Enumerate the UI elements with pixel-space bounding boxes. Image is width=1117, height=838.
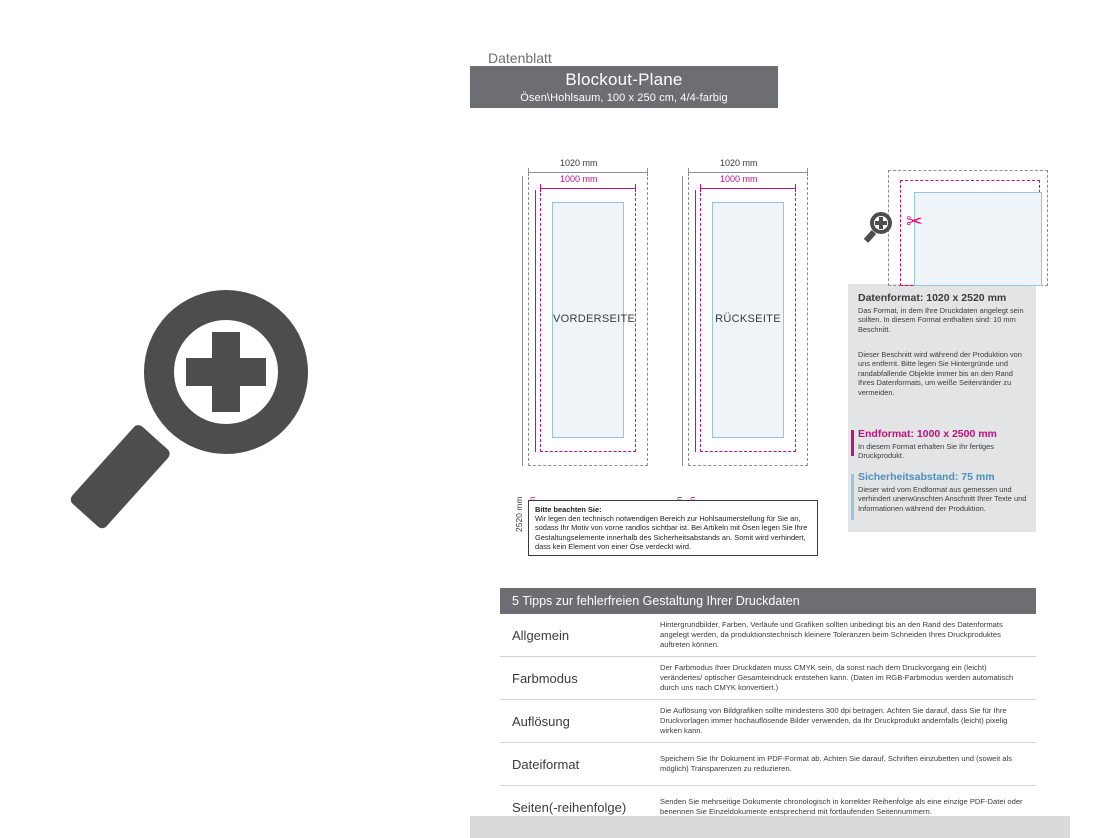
table-row xyxy=(500,786,1036,828)
tip-label-seitenreihenfolge: Seiten(-reihenfolge) xyxy=(512,799,627,815)
front-bleed-width-label: 1020 mm xyxy=(560,158,598,168)
tab-datenblatt: Datenblatt xyxy=(474,47,592,70)
info-body-beschnitt: Dieser Beschnitt wird während der Produktion von uns entfernt. Bitte legen Sie Hintergründe und randabfallende Objekte immer bis an den Rand Ihres Datenformats, um weiße Seitenränder zu vermeiden. xyxy=(858,350,1022,397)
info-block-endformat xyxy=(858,428,1028,461)
page-subtitle: Ösen\Hohlsaum, 100 x 250 cm, 4/4-farbig xyxy=(520,92,728,104)
front-trim-width-label: 1000 mm xyxy=(560,174,598,184)
note-text: Wir legen den technisch notwendigen Bereich zur Hohlsaumerstellung für Sie an, sodass Ihr Motiv von vorne randlos sichtbar ist. Bei Artikeln mit Ösen legen Sie Ihre Gestaltungselemente innerhalb des Sicherheitsabstands an. Somit wird verhindert, dass kein Element von einer Öse verdeckt wird. xyxy=(535,514,808,551)
preview-safe-box xyxy=(914,192,1042,286)
sheet-right-margin xyxy=(1070,0,1117,838)
info-heading-endformat: Endformat: 1000 x 2500 mm xyxy=(858,428,997,440)
info-body-datenformat: Das Format, in dem Ihre Druckdaten angelegt sein sollten. In diesem Format enthalten sind: 10 mm Beschnitt. xyxy=(858,306,1024,334)
info-preview-thumbnail xyxy=(848,156,1036,284)
tip-text-allgemein: Hintergrundbilder, Farben, Verläufe und Grafiken sollten unbedingt bis an den Rand des Datenformats angelegt werden, da produktionstechnisch kleinere Toleranzen beim Schneiden Ihres Druckproduktes auftreten können. xyxy=(660,620,1003,649)
table-row xyxy=(500,614,1036,657)
scissors-icon: ✂ xyxy=(906,211,923,233)
endformat-color-bar xyxy=(851,430,854,456)
info-block-datenformat xyxy=(858,292,1028,334)
table-row xyxy=(500,657,1036,700)
back-bleed-width-label: 1020 mm xyxy=(720,158,758,168)
info-heading-sicherheitsabstand: Sicherheitsabstand: 75 mm xyxy=(858,471,995,483)
page-title: Blockout-Plane xyxy=(565,70,683,89)
front-bleed-height-label: 2520 mm xyxy=(514,496,524,532)
title-block xyxy=(470,66,778,108)
front-page-label: VORDERSEITE xyxy=(553,313,636,325)
magnifier-plus-icon-small xyxy=(868,212,896,242)
front-bleed-vert-line xyxy=(522,176,523,466)
tip-label-allgemein: Allgemein xyxy=(512,627,570,643)
preview-pane xyxy=(0,0,470,838)
info-body-endformat: In diesem Format erhalten Sie Ihr fertiges Druckprodukt. xyxy=(858,442,994,461)
info-block-sicherheitsabstand xyxy=(858,471,1028,513)
tips-section xyxy=(500,588,1036,828)
front-safe-box xyxy=(552,202,636,438)
back-page-label: RÜCKSEITE xyxy=(715,313,781,325)
tip-text-dateiformat: Speichern Sie Ihr Dokument im PDF-Format ab. Achten Sie darauf, Schriften einzubetten und (soweit als möglich) Transparenzen zu reduzieren. xyxy=(660,754,1013,773)
tip-label-farbmodus: Farbmodus xyxy=(512,670,578,686)
info-block-beschnitt xyxy=(858,350,1028,397)
note-title: Bitte beachten Sie: xyxy=(535,505,602,514)
magnifier-handle xyxy=(68,423,172,531)
tip-text-farbmodus: Der Farbmodus Ihrer Druckdaten muss CMYK sein, da sonst nach dem Druckvorgang ein (leicht) verändertes/ optischer Gesamteindruck entstehen kann. (Daten im RGB-Farbmodus werden automatisch durch uns nach CMYK konvertiert.) xyxy=(660,663,1014,692)
table-row xyxy=(500,700,1036,743)
magnifier-plus-vertical-small xyxy=(879,217,883,229)
magnifier-plus-vertical xyxy=(212,332,240,412)
sicherheitsabstand-color-bar xyxy=(851,474,854,520)
tip-text-aufloesung: Die Auflösung von Bildgrafiken sollte mindestens 300 dpi betragen. Achten Sie darauf, dass Sie für Ihre Druckvorlagen immer hochauflösende Bilder verwenden, da Ihr Druckprodukt andernfalls (leicht) pixelig wirken kann. xyxy=(660,706,1008,735)
tip-text-seitenreihenfolge: Senden Sie mehrseitige Dokumente chronologisch in korrekter Reihenfolge als eine einzige PDF-Datei oder benennen Sie Einzeldokumente entsprechend mit fortlaufenden Seitennummern. xyxy=(660,797,1023,816)
table-row xyxy=(500,743,1036,786)
magnifier-plus-icon xyxy=(104,290,344,540)
tip-label-dateiformat: Dateiformat xyxy=(512,756,580,772)
tip-label-aufloesung: Auflösung xyxy=(512,713,570,729)
magnifier-handle-small xyxy=(864,230,876,243)
tips-title: 5 Tipps zur fehlerfreien Gestaltung Ihrer Druckdaten xyxy=(500,588,1036,614)
back-safe-box xyxy=(712,202,784,438)
info-body-sicherheitsabstand: Dieser wird vom Endformat aus gemessen und verhindert unerwünschten Anschnitt Ihrer Texte und Informationen während der Produktion. xyxy=(858,485,1027,513)
info-heading-datenformat: Datenformat: 1020 x 2520 mm xyxy=(858,292,1007,304)
back-trim-width-label: 1000 mm xyxy=(720,174,758,184)
note-box xyxy=(528,500,818,556)
back-bleed-vert-line xyxy=(682,176,683,466)
